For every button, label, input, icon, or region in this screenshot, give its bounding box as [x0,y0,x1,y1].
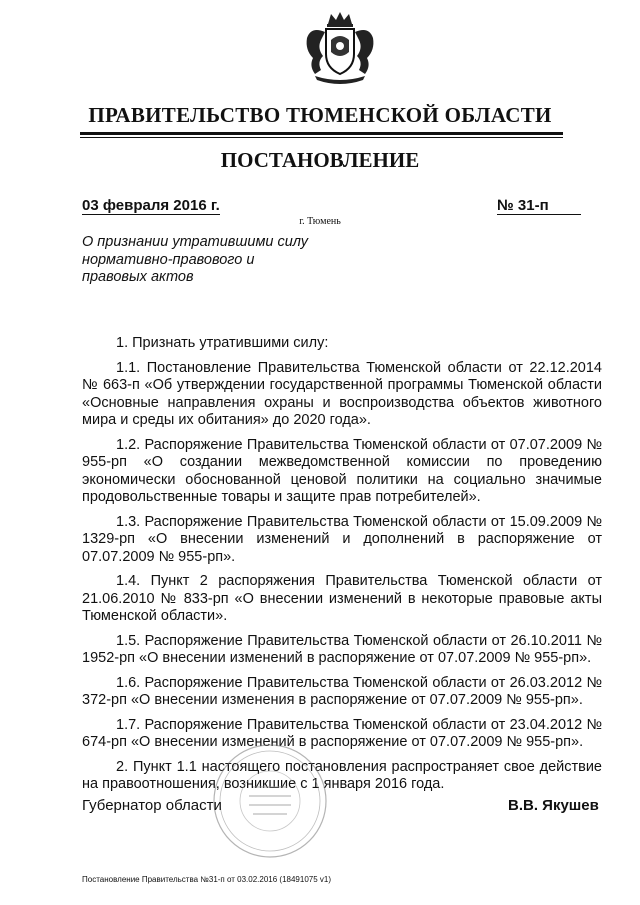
document-date: 03 февраля 2016 г. [82,197,220,214]
document-number: № 31-п [497,197,549,214]
header-rule-thin [80,137,563,138]
paragraph: 1.1. Постановление Правительства Тюменской области от 22.12.2014 № 663-п «Об утверждении государственной программы Тюменской области «Основные направления охраны и воспроизводства объектов животного мира и среды их обитания» до 2020 года». [82,359,602,428]
subject-line: правовых актов [82,269,194,285]
paragraph: 1.4. Пункт 2 распоряжения Правительства Тюменской области от 21.06.2010 № 833-рп «О внесении изменений в некоторые правовые акты Тюменской области». [82,573,602,624]
date-underline [82,214,220,215]
signatory-name: В.В. Якушев [508,797,599,814]
paragraph: 1.2. Распоряжение Правительства Тюменской области от 07.07.2009 № 955-рп «О создании межведомственной комиссии по проведению экономически обоснованной ценовой политики на социально значимые продовольственные товары и защите прав потребителей». [82,436,602,505]
document-subject [82,234,342,287]
paragraph: 2. Пункт 1.1 настоящего постановления распространяет свое действие на правоотношения, возникшие с 1 января 2016 года. [82,758,602,792]
number-underline [497,214,581,215]
official-stamp-icon [211,742,329,860]
document-type: ПОСТАНОВЛЕНИЕ [220,148,420,172]
coat-of-arms-icon [295,10,385,88]
subject-line: нормативно-правового и [82,251,255,268]
subject-line: О признании утратившими силу [82,234,309,250]
paragraph: 1.6. Распоряжение Правительства Тюменской области от 26.03.2012 № 372-рп «О внесении изменения в распоряжение от 07.07.2009 № 955-рп». [82,674,602,708]
paragraph: 1. Признать утратившими силу: [116,335,329,351]
document-body [82,335,602,801]
organization-title: ПРАВИТЕЛЬСТВО ТЮМЕНСКОЙ ОБЛАСТИ [88,103,552,127]
paragraph: 1.5. Распоряжение Правительства Тюменской области от 26.10.2011 № 1952-рп «О внесении изменений в распоряжение от 07.07.2009 № 955-рп». [82,632,602,666]
signatory-position: Губернатор области [82,797,222,814]
city: г. Тюмень [299,216,341,227]
header-rule-thick [80,132,563,135]
page-footer: Постановление Правительства №31-п от 03.02.2016 (18491075 v1) [82,875,332,884]
paragraph: 1.3. Распоряжение Правительства Тюменской области от 15.09.2009 № 1329-рп «О внесении изменений и дополнений в распоряжение от 07.07.2009 № 955-рп». [82,513,602,565]
paragraph: 1.7. Распоряжение Правительства Тюменской области от 23.04.2012 № 674-рп «О внесении изменений в распоряжение от 07.07.2009 № 955-рп». [82,716,602,750]
